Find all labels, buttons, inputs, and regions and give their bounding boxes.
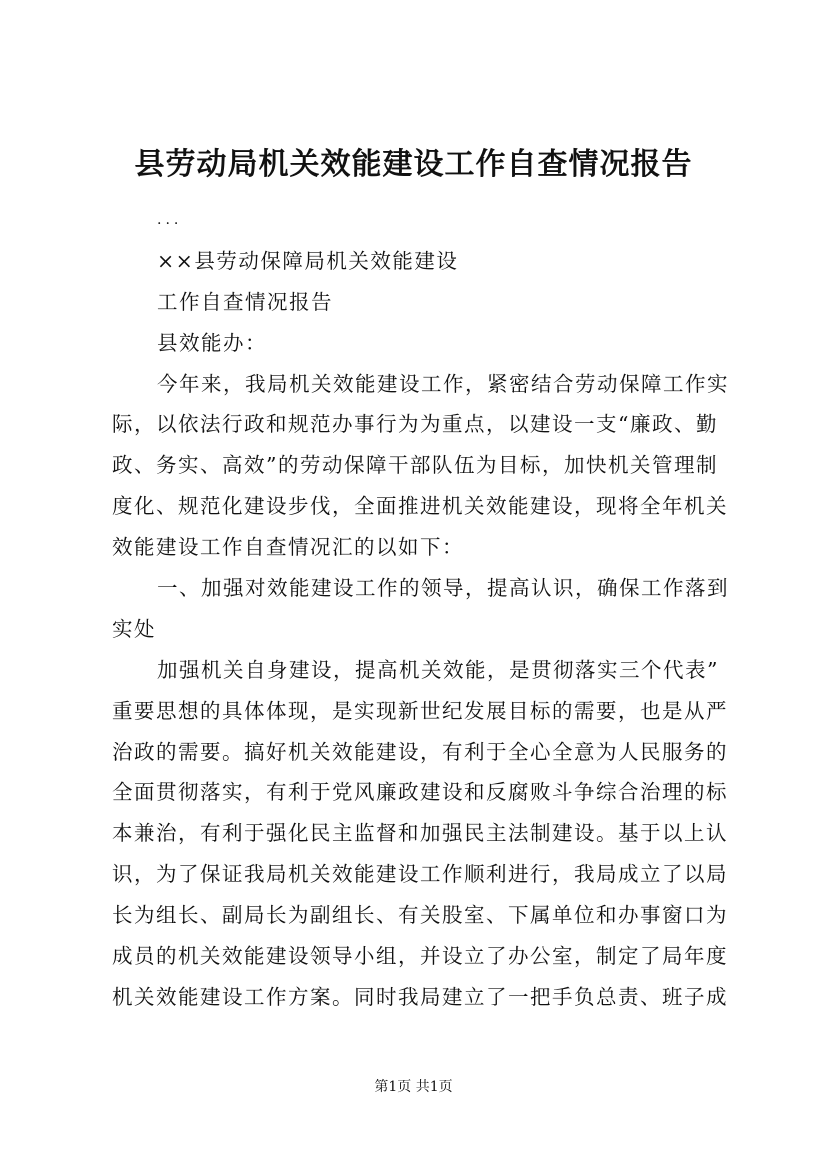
text-line: 县效能办：: [157, 330, 267, 355]
text-line: 政、务实、高效”的劳动保障干部队伍为目标，加快机关管理制: [112, 453, 718, 478]
text-line: ××县劳动保障局机关效能建设: [157, 248, 459, 273]
text-line: 长为组长、副局长为副组长、有关股室、下属单位和办事窗口为: [112, 903, 728, 928]
text-line: 成员的机关效能建设领导小组，并设立了办公室，制定了局年度: [112, 944, 728, 969]
text-line: 工作自查情况报告: [157, 289, 333, 314]
document-body: [112, 200, 729, 1018]
page-footer: 第1页 共1页: [374, 1079, 453, 1095]
text-line: 今年来，我局机关效能建设工作，紧密结合劳动保障工作实: [157, 371, 729, 396]
text-line: 效能建设工作自查情况汇的以如下：: [112, 535, 464, 560]
text-line: 重要思想的具体体现，是实现新世纪发展目标的需要，也是从严: [112, 698, 728, 723]
text-line: 度化、规范化建设步伐，全面推进机关效能建设，现将全年机关: [112, 494, 728, 519]
document-title: 县劳动局机关效能建设工作自查情况报告: [134, 147, 693, 182]
text-line: 全面贯彻落实，有利于党风廉政建设和反腐败斗争综合治理的标: [112, 780, 728, 805]
text-line: 际，以依法行政和规范办事行为为重点，以建设一支“廉政、勤: [112, 412, 718, 437]
text-line: 一、加强对效能建设工作的领导，提高认识，确保工作落到: [157, 576, 729, 601]
ellipsis-line: ...: [157, 212, 183, 228]
text-line: 加强机关自身建设，提高机关效能，是贯彻落实三个代表”: [157, 657, 719, 682]
text-line: 机关效能建设工作方案。同时我局建立了一把手负总责、班子成: [112, 984, 728, 1009]
text-line: 本兼治，有利于强化民主监督和加强民主法制建设。基于以上认: [112, 821, 728, 846]
text-line: 识，为了保证我局机关效能建设工作顺利进行，我局成立了以局: [112, 862, 728, 887]
text-line: 治政的需要。搞好机关效能建设，有利于全心全意为人民服务的: [112, 739, 728, 764]
text-line: 实处: [112, 616, 156, 641]
